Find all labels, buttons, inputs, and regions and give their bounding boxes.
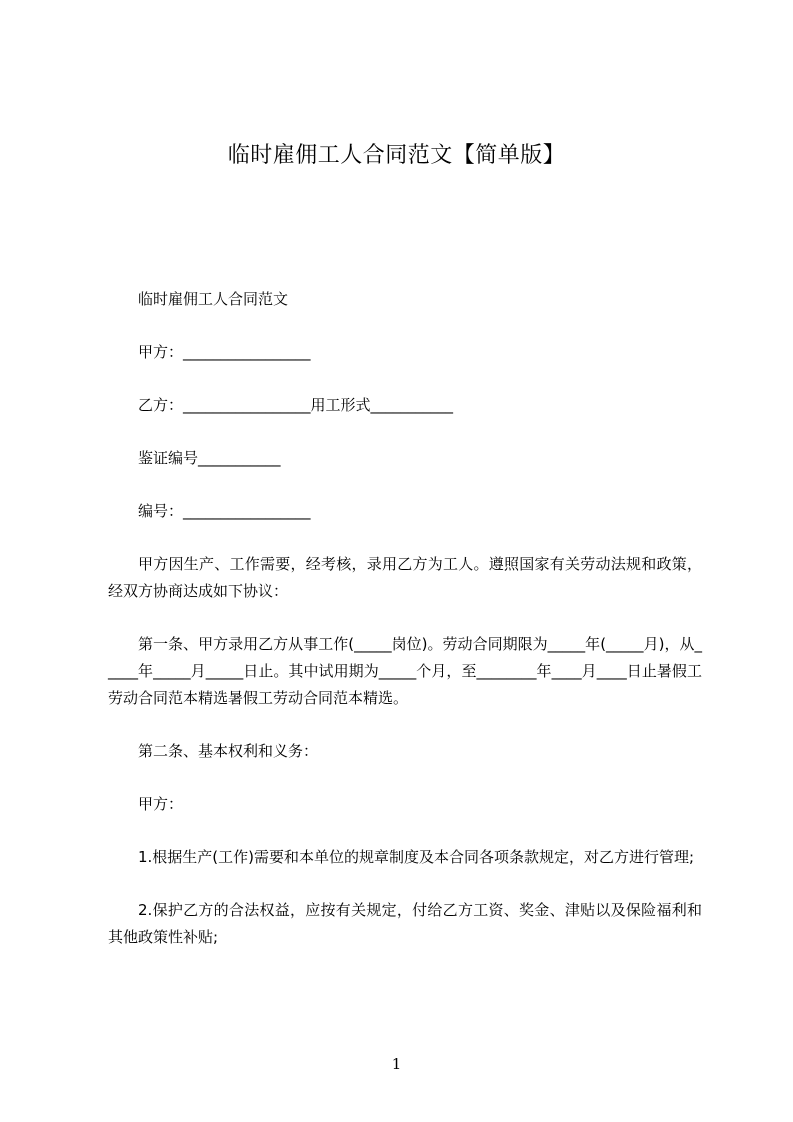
page-number: 1 — [391, 1055, 402, 1073]
party-a-field: 甲方：_________________ — [138, 343, 311, 361]
article-one-paragraph: 第一条、甲方录用乙方从事工作(_____岗位)。劳动合同期限为_____年(_____月)，从_____年_____月_____日止。其中试用期为_____个月，至________年____月____日止暑假工劳动合同范本精选暑假工劳动合同范本精选。 — [108, 635, 702, 707]
party-a-heading: 甲方： — [138, 795, 184, 813]
preamble-paragraph: 甲方因生产、工作需要，经考核，录用乙方为工人。遵照国家有关劳动法规和政策，经双方协商达成如下协议： — [108, 555, 702, 600]
document-title: 临时雇佣工人合同范文【简单版】 — [227, 143, 566, 168]
article-two-heading: 第二条、基本权利和义务： — [138, 742, 319, 760]
party-b-field: 乙方：_________________用工形式___________ — [138, 396, 454, 414]
certification-number-field: 鉴证编号___________ — [138, 449, 281, 467]
contract-heading: 临时雇佣工人合同范文 — [138, 290, 289, 308]
party-a-duty-1: 1.根据生产(工作)需要和本单位的规章制度及本合同各项条款规定，对乙方进行管理; — [138, 848, 695, 866]
number-field: 编号：_________________ — [138, 502, 311, 520]
document-body — [108, 286, 702, 977]
party-a-duty-2: 2.保护乙方的合法权益，应按有关规定，付给乙方工资、奖金、津贴以及保险福利和其他政策性补贴; — [108, 901, 702, 946]
